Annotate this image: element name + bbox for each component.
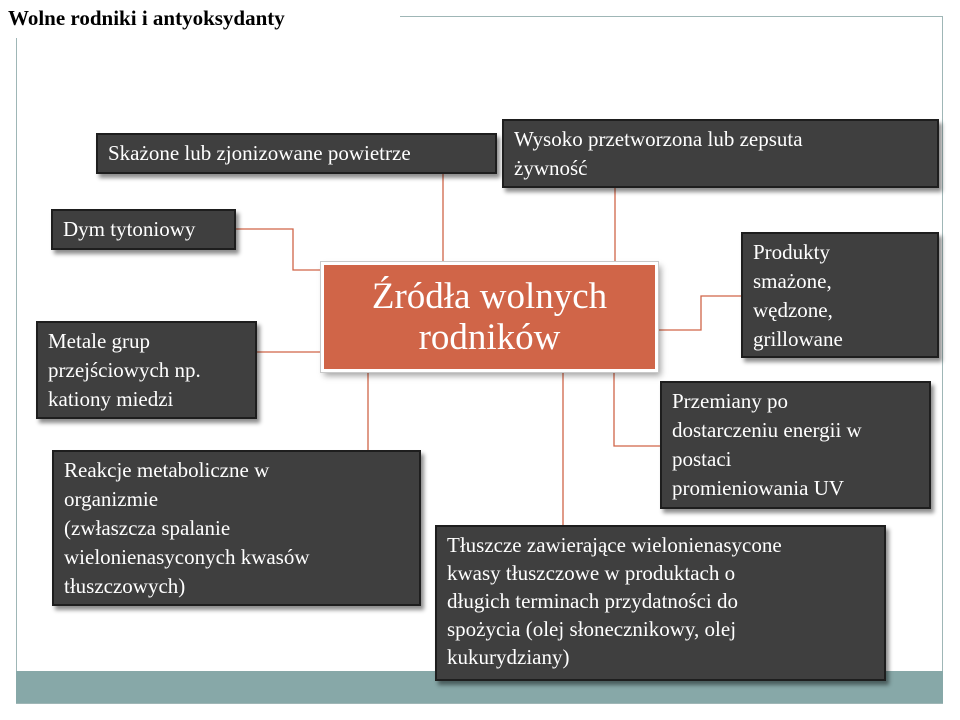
node-metabolic-reactions: Reakcje metaboliczne w organizmie (zwłaszcza spalanie wielonienasyconych kwasów tłuszczowych) [52,450,421,606]
node-polyunsaturated-fats: Tłuszcze zawierające wielonienasycone kwasy tłuszczowe w produktach o długich terminach przydatności do spożycia (olej słonecznikowy, olej kukurydziany) [435,525,886,681]
connector-fried [658,296,741,330]
node-processed-food: Wysoko przetworzona lub zepsuta żywność [502,119,939,188]
node-fried-products: Produkty smażone, wędzone, grillowane [741,232,939,358]
slide-title: Wolne rodniki i antyoksydanty [8,6,285,30]
node-polluted-air: Skażone lub zjonizowane powietrze [96,133,497,174]
node-tobacco-smoke: Dym tytoniowy [51,209,236,250]
node-transition-metals: Metale grup przejściowych np. kationy miedzi [36,321,257,419]
connector-uv [614,372,660,446]
center-node: Źródła wolnych rodników [321,262,658,372]
node-uv-radiation: Przemiany po dostarczeniu energii w postaci promieniowania UV [660,381,931,509]
connector-tobacco [236,229,321,270]
